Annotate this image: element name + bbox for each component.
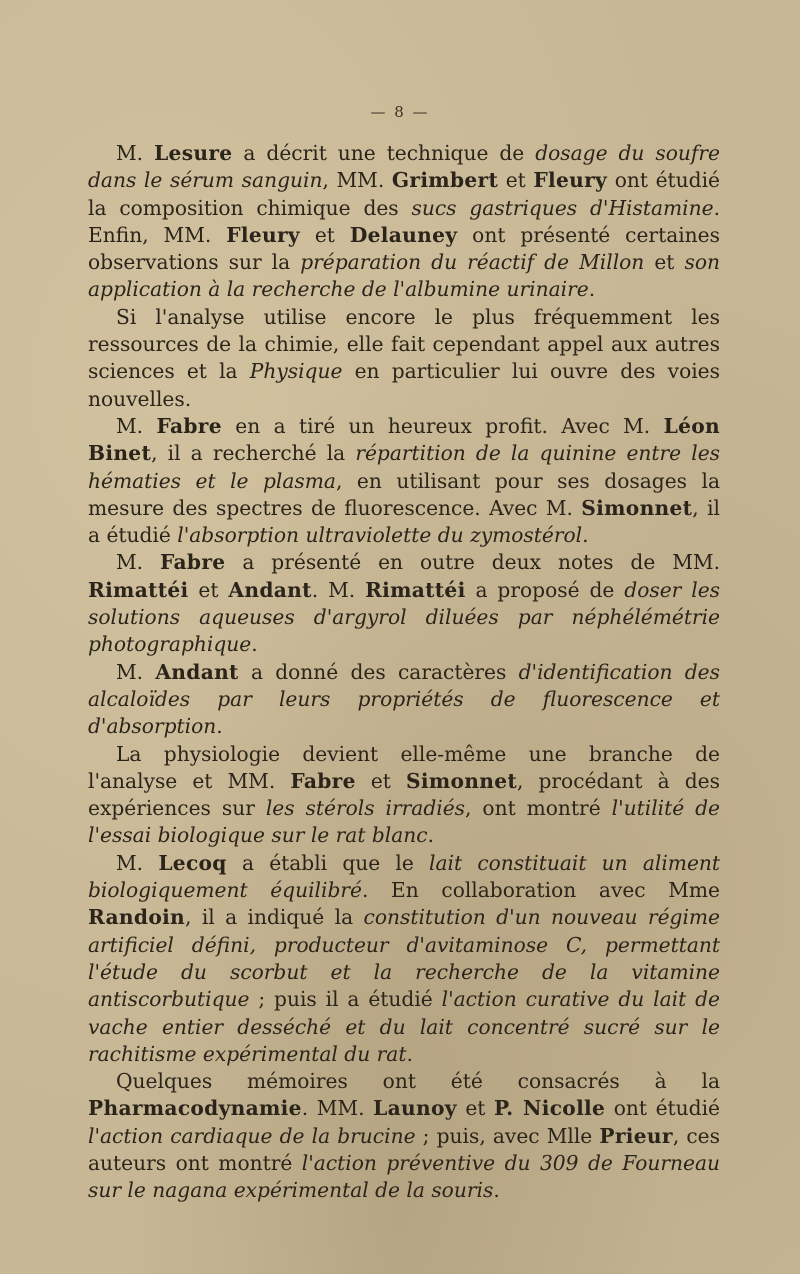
italic-phrase: sucs gastriques d'Histamine: [411, 195, 714, 220]
author-name: Pharmacodynamie: [88, 1096, 302, 1121]
text-run: M.: [116, 413, 157, 438]
text-run: . En collaboration avec Mme: [361, 878, 720, 903]
author-name: Delauney: [349, 222, 458, 247]
author-name: Rimattéi: [365, 577, 466, 602]
paragraph: [88, 1068, 720, 1204]
italic-phrase: lait constituait un aliment biologiquement équilibré: [88, 850, 721, 903]
text-run: , il a indiqué la: [185, 905, 364, 930]
text-run: ; puis, avec Mlle: [415, 1123, 600, 1148]
italic-phrase: l'action préventive du 309 de Fourneau sur le nagana expérimental de la souris: [88, 1150, 720, 1203]
text-run: , il a étudié: [88, 495, 720, 548]
text-run: , en utilisant pour ses dosages la mesure des spectres de fluorescence. Avec M.: [88, 468, 721, 520]
text-run: et: [498, 168, 534, 193]
text-run: , ces auteurs ont montré: [88, 1123, 720, 1175]
text-run: M.: [116, 659, 156, 684]
text-run: M.: [116, 850, 159, 875]
author-name: Launoy: [373, 1096, 457, 1121]
author-name: Simonnet: [405, 768, 517, 793]
text-run: Quelques mémoires ont été consacrés à la: [116, 1069, 720, 1094]
text-run: .: [406, 1041, 413, 1066]
text-run: a présenté en outre deux notes de MM.: [225, 550, 720, 575]
paragraph: [88, 850, 720, 1068]
italic-phrase: l'absorption ultraviolette du zymostérol: [177, 523, 583, 548]
author-name: Fabre: [160, 550, 226, 575]
italic-phrase: doser les solutions aqueuses d'argyrol diluées par néphélémétrie photographique: [88, 577, 721, 657]
text-run: , ont montré: [465, 796, 612, 821]
author-name: Prieur: [599, 1123, 673, 1148]
author-name: P. Nicolle: [494, 1096, 606, 1121]
text-run: a donné des caractères: [238, 659, 519, 684]
text-run: . MM.: [301, 1096, 374, 1121]
author-name: Rimattéi: [88, 577, 189, 602]
text-run: et: [456, 1096, 495, 1121]
text-run: .: [582, 523, 589, 548]
author-name: Léon Binet: [88, 413, 720, 466]
paragraph: [88, 413, 720, 549]
italic-phrase: l'utilité de l'essai biologique sur le rat blanc: [88, 796, 721, 848]
italic-phrase: les stérols irradiés: [265, 796, 466, 821]
italic-phrase: constitution d'un nouveau régime artificiel défini, producteur d'avitaminose C, permettant l'étude du scorbut et la recherche de la vitamine antiscorbutique: [88, 905, 720, 1012]
text-run: ; puis il a étudié: [249, 987, 442, 1012]
text-run: en particulier lui ouvre des voies nouvelles.: [88, 359, 720, 411]
text-run: a décrit une technique de: [232, 141, 536, 165]
text-run: a proposé de: [465, 577, 625, 602]
text-run: . M.: [311, 577, 366, 602]
paragraph: [88, 659, 720, 741]
text-run: .: [427, 823, 435, 848]
text-run: . Enfin, MM.: [88, 195, 720, 247]
text-run: .: [493, 1178, 500, 1203]
paragraph: [88, 304, 720, 413]
paragraph: [88, 741, 720, 850]
author-name: Fabre: [290, 768, 356, 793]
text-run: Si l'analyse utilise encore le plus fréquemment les ressources de la chimie, elle fait cependant appel aux autres sciences et la: [88, 304, 720, 384]
text-run: ont étudié la composition chimique des: [88, 168, 720, 220]
text-run: ont présenté certaines observations sur la: [88, 222, 720, 275]
author-name: Fleury: [533, 168, 608, 193]
author-name: Randoin: [88, 905, 186, 930]
text-run: , il a recherché la: [151, 441, 356, 466]
italic-phrase: répartition de la quinine entre les hématies et le plasma: [88, 441, 720, 493]
paragraph: [88, 549, 720, 658]
italic-phrase: dosage du soufre dans le sérum sanguin: [88, 141, 720, 193]
text-run: La physiologie devient elle-même une branche de l'analyse et MM.: [88, 741, 720, 793]
text-run: et: [299, 222, 350, 247]
author-name: Andant: [228, 577, 312, 602]
text-run: , procédant à des expériences sur: [88, 768, 720, 821]
italic-phrase: Physique: [249, 359, 343, 384]
text-run: en a tiré un heureux profit. Avec M.: [221, 413, 664, 438]
text-run: ont étudié: [605, 1096, 721, 1121]
author-name: Lecoq: [158, 850, 227, 875]
author-name: Fabre: [156, 413, 222, 438]
body-text: [88, 140, 720, 1205]
author-name: Grimbert: [391, 168, 499, 193]
text-run: a établi que le: [226, 850, 430, 875]
text-run: M.: [116, 550, 161, 575]
italic-phrase: l'action curative du lait de vache entier desséché et du lait concentré sucré sur le rachitisme expérimental du rat: [88, 987, 720, 1066]
page-number: — 8 —: [370, 103, 430, 121]
author-name: Andant: [155, 659, 239, 684]
author-name: Lesure: [154, 141, 233, 165]
author-name: Fleury: [226, 222, 300, 247]
text-run: M.: [116, 141, 155, 165]
italic-phrase: préparation du réactif de Millon: [300, 250, 645, 275]
italic-phrase: d'identification des alcaloïdes par leurs propriétés de fluorescence et d'absorption: [88, 659, 720, 739]
text-run: .: [216, 714, 223, 739]
italic-phrase: son application à la recherche de l'albumine urinaire: [88, 250, 720, 302]
paragraph: [88, 140, 720, 304]
text-run: .: [588, 277, 596, 302]
italic-phrase: l'action cardiaque de la brucine: [88, 1123, 416, 1148]
text-run: .: [251, 632, 258, 657]
text-run: et: [188, 577, 229, 602]
text-run: , MM.: [322, 168, 392, 193]
text-run: et: [355, 768, 406, 793]
author-name: Simonnet: [581, 495, 693, 520]
text-run: et: [644, 250, 685, 275]
